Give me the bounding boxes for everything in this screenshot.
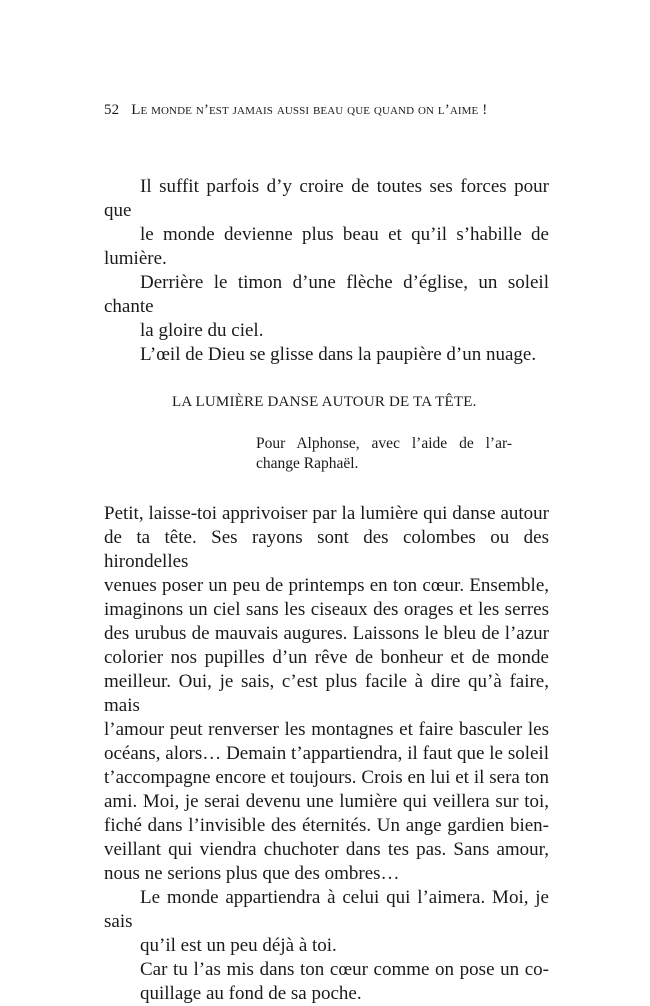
text-line: le monde devienne plus beau et qu’il s’habille de lumière. [104,224,549,269]
text-line: colorier nos pupilles d’un rêve de bonheur et de monde [104,647,549,668]
text-line: quillage au fond de sa poche. [140,983,362,1004]
page-number: 52 [104,102,120,118]
text-line: Petit, laisse-toi apprivoiser par la lumière qui danse autour [104,503,549,524]
dedication [256,434,512,474]
dedication-line: change Raphaël. [256,455,359,472]
text-line: l’amour peut renverser les montagnes et faire basculer les [104,719,549,740]
text-line: t’accompagne encore et toujours. Crois en lui et il sera ton [104,767,549,788]
intro-text [104,175,549,367]
text-line: fiché dans l’invisible des éternités. Un ange gardien bien- [104,815,549,836]
text-line: L’œil de Dieu se glisse dans la paupière d’un nuage. [140,344,537,365]
text-line: qu’il est un peu déjà à toi. [140,935,337,956]
text-line: des urubus de mauvais augures. Laissons le bleu de l’azur [104,623,549,644]
main-paragraph-3 [104,958,549,1006]
text-line: nous ne serions plus que des ombres… [104,863,400,884]
main-text [104,502,549,1006]
dedication-line: Pour Alphonse, avec l’aide de l’ar- [256,435,512,452]
text-line: meilleur. Oui, je sais, c’est plus facile à dire qu’à faire, mais [104,671,549,716]
running-title: Le monde n’est jamais aussi beau que quand on l’aime ! [131,102,488,118]
text-line: océans, alors… Demain t’appartiendra, il faut que le soleil [104,743,549,764]
book-page [104,100,549,1006]
intro-paragraph-3 [104,343,549,367]
text-line: la gloire du ciel. [140,320,264,341]
text-line: imaginons un ciel sans les ciseaux des orages et les serres [104,599,549,620]
text-line: Derrière le timon d’une flèche d’église, un soleil chante [104,272,549,317]
main-paragraph-2 [104,886,549,958]
text-line: veillant qui viendra chuchoter dans tes pas. Sans amour, [104,839,549,860]
intro-paragraph-1 [104,175,549,271]
running-head [104,100,549,120]
text-line: Car tu l’as mis dans ton cœur comme on pose un co- [140,959,549,980]
text-line: venues poser un peu de printemps en ton cœur. Ensemble, [104,575,549,596]
text-line: Le monde appartiendra à celui qui l’aimera. Moi, je sais [104,887,549,932]
text-line: ami. Moi, je serai devenu une lumière qui veillera sur toi, [104,791,549,812]
section-title: LA LUMIÈRE DANSE AUTOUR DE TA TÊTE. [172,394,477,410]
text-line: de ta tête. Ses rayons sont des colombes ou des hirondelles [104,527,549,572]
text-line: Il suffit parfois d’y croire de toutes ses forces pour que [104,176,549,221]
main-paragraph-1 [104,502,549,886]
intro-paragraph-2 [104,271,549,343]
